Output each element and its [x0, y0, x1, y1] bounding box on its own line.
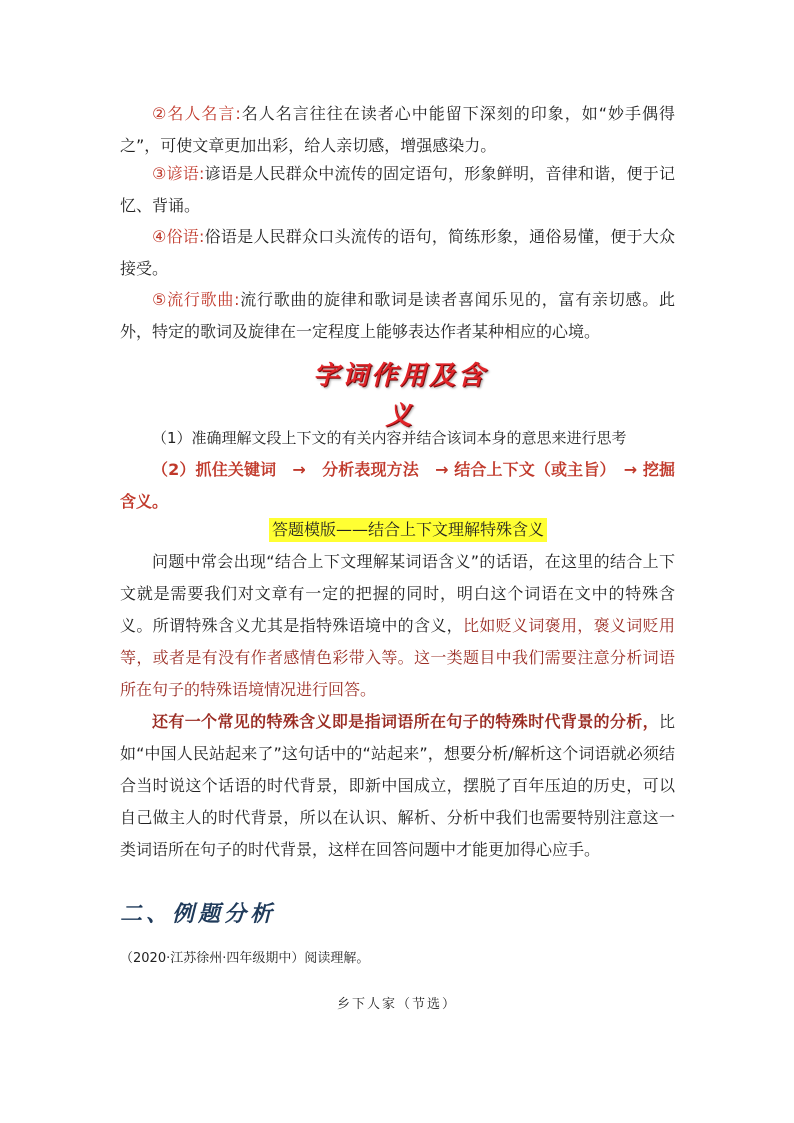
explanation-paragraph-1: [120, 546, 675, 706]
section-title-examples: 二、例题分析: [120, 901, 277, 927]
paragraph-text: 问题中常会出现“结合上下文理解某词语含义”的话语，在这里的结合上下文就是需要我们对文章有一定的把握的同时，明白这个词语在文中的特殊含义。所谓特殊含义尤其是指特殊语境中的含义，: [120, 552, 675, 635]
idiom-label: ④俗语:: [152, 227, 205, 246]
step-one: （1）准确理解文段上下文的有关内容并结合该词本身的意思来进行思考: [152, 429, 627, 447]
idiom-label: ②名人名言:: [152, 104, 241, 123]
idiom-sayings: [120, 221, 675, 285]
idiom-famous-quotes: [120, 98, 675, 162]
idiom-proverbs: [120, 158, 675, 222]
article-title: 乡下人家（节选）: [336, 997, 457, 1012]
section-banner-word-meaning: 字词作用及含义: [312, 361, 487, 431]
paragraph-emphasis-text: 还有一个常见的特殊含义即是指词语所在句子的特殊时代背景的分析，: [152, 712, 659, 731]
idiom-text: 名人名言往往在读者心中能留下深刻的印象，如“妙手偶得之”，可使文章更加出彩，给人亲切感，增强感染力。: [120, 104, 675, 155]
idiom-pop-songs: [120, 284, 675, 348]
idiom-text: 流行歌曲的旋律和歌词是读者喜闻乐见的，富有亲切感。此外，特定的歌词及旋律在一定程度上能够表达作者某种相应的心境。: [120, 290, 675, 341]
exercise-source: （2020·江苏徐州·四年级期中）阅读理解。: [120, 951, 370, 966]
idiom-text: 俗语是人民群众口头流传的语句，简练形象，通俗易懂，便于大众接受。: [120, 227, 675, 278]
paragraph-text: 比如“中国人民站起来了”这句话中的“站起来”，想要分析/解析这个词语就必须结合当时说这个话语的时代背景，即新中国成立，摆脱了百年压迫的历史，可以自己做主人的时代背景，所以在认识、解析、分析中我们也需要特别注意这一类词语所在句子的时代背景，这样在回答问题中才能更加得心应手。: [120, 712, 675, 859]
paragraph-highlight-text: 比如贬义词褒用，褒义词贬用等，或者是有没有作者感情色彩带入等。这一类题目中我们需要注意分析词语所在句子的特殊语境情况进行回答。: [120, 616, 675, 699]
idiom-label: ③谚语:: [152, 164, 205, 183]
idiom-text: 谚语是人民群众中流传的固定语句，形象鲜明，音律和谐，便于记忆、背诵。: [120, 164, 675, 215]
answer-template-title: 答题模版——结合上下文理解特殊含义: [269, 518, 547, 542]
idiom-label: ⑤流行歌曲:: [152, 290, 240, 309]
step-two: （2）抓住关键词 → 分析表现方法 → 结合上下文（或主旨） → 挖掘含义。: [120, 460, 675, 511]
explanation-paragraph-2: [120, 706, 675, 866]
